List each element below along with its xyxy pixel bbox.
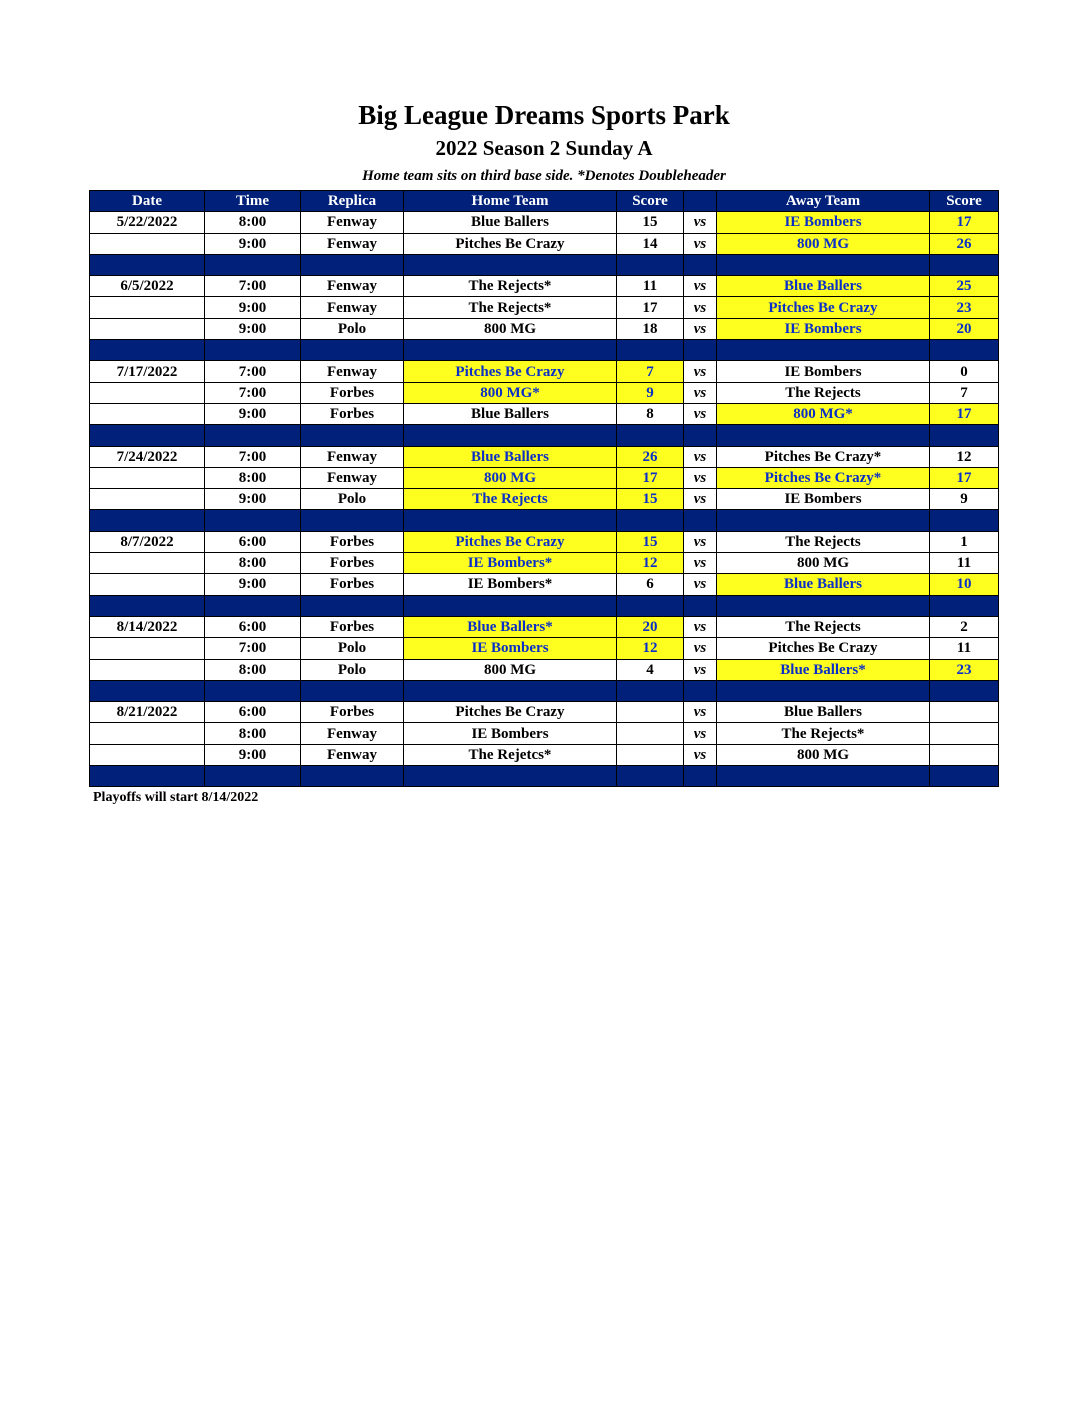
away-score-cell: 7 [930, 382, 999, 403]
replica-cell: Fenway [301, 446, 404, 467]
home-team-cell: IE Bombers [404, 723, 617, 744]
time-cell: 9:00 [205, 489, 301, 510]
home-score-cell [617, 702, 684, 723]
home-score-cell: 15 [617, 212, 684, 233]
replica-cell: Forbes [301, 702, 404, 723]
separator-cell [90, 680, 205, 701]
home-score-cell: 17 [617, 467, 684, 488]
separator-row [90, 510, 999, 531]
vs-cell: vs [684, 574, 717, 595]
time-cell: 6:00 [205, 531, 301, 552]
vs-cell: vs [684, 467, 717, 488]
table-row [90, 744, 999, 765]
date-cell: 8/14/2022 [90, 616, 205, 637]
separator-cell [930, 680, 999, 701]
vs-cell: vs [684, 723, 717, 744]
table-row [90, 638, 999, 659]
home-team-cell: IE Bombers [404, 638, 617, 659]
away-team-cell: Blue Ballers* [717, 659, 930, 680]
separator-cell [90, 510, 205, 531]
away-score-cell: 17 [930, 403, 999, 424]
table-row [90, 318, 999, 339]
date-cell: 7/17/2022 [90, 361, 205, 382]
page-title: Big League Dreams Sports Park [358, 100, 730, 130]
separator-cell [90, 595, 205, 616]
replica-cell: Forbes [301, 403, 404, 424]
time-cell: 8:00 [205, 212, 301, 233]
replica-cell: Fenway [301, 276, 404, 297]
home-team-cell: Pitches Be Crazy [404, 361, 617, 382]
separator-cell [301, 510, 404, 531]
away-team-cell: Blue Ballers [717, 574, 930, 595]
separator-cell [930, 425, 999, 446]
vs-cell: vs [684, 489, 717, 510]
away-score-cell: 11 [930, 638, 999, 659]
date-cell [90, 233, 205, 254]
time-cell: 7:00 [205, 361, 301, 382]
table-row [90, 233, 999, 254]
separator-cell [717, 595, 930, 616]
home-team-cell: The Rejetcs* [404, 744, 617, 765]
home-score-cell [617, 723, 684, 744]
home-score-cell: 12 [617, 553, 684, 574]
home-team-cell: Pitches Be Crazy [404, 233, 617, 254]
separator-cell [930, 340, 999, 361]
column-header-home-team: Home Team [404, 191, 617, 212]
time-cell: 8:00 [205, 553, 301, 574]
home-score-cell: 17 [617, 297, 684, 318]
vs-cell: vs [684, 361, 717, 382]
time-cell: 7:00 [205, 446, 301, 467]
separator-cell [404, 680, 617, 701]
away-score-cell: 26 [930, 233, 999, 254]
home-team-cell: 800 MG [404, 467, 617, 488]
vs-cell: vs [684, 702, 717, 723]
replica-cell: Fenway [301, 744, 404, 765]
separator-cell [617, 254, 684, 275]
separator-cell [205, 510, 301, 531]
away-score-cell: 17 [930, 467, 999, 488]
date-cell: 6/5/2022 [90, 276, 205, 297]
separator-cell [301, 766, 404, 787]
header-row [90, 191, 999, 212]
time-cell: 9:00 [205, 318, 301, 339]
column-header-vs [684, 191, 717, 212]
time-cell: 8:00 [205, 659, 301, 680]
away-team-cell: Blue Ballers [717, 702, 930, 723]
table-row [90, 702, 999, 723]
separator-cell [404, 766, 617, 787]
away-team-cell: IE Bombers [717, 489, 930, 510]
replica-cell: Forbes [301, 382, 404, 403]
separator-cell [301, 680, 404, 701]
vs-cell: vs [684, 553, 717, 574]
away-team-cell: 800 MG [717, 744, 930, 765]
away-score-cell: 10 [930, 574, 999, 595]
time-cell: 7:00 [205, 638, 301, 659]
date-cell: 5/22/2022 [90, 212, 205, 233]
table-row [90, 382, 999, 403]
away-team-cell: Blue Ballers [717, 276, 930, 297]
separator-cell [930, 766, 999, 787]
separator-cell [617, 766, 684, 787]
vs-cell: vs [684, 638, 717, 659]
away-score-cell: 12 [930, 446, 999, 467]
vs-cell: vs [684, 276, 717, 297]
separator-cell [930, 510, 999, 531]
home-team-cell: Blue Ballers [404, 446, 617, 467]
home-score-cell: 11 [617, 276, 684, 297]
separator-cell [684, 510, 717, 531]
column-header-date: Date [90, 191, 205, 212]
time-cell: 7:00 [205, 382, 301, 403]
separator-cell [717, 340, 930, 361]
replica-cell: Fenway [301, 297, 404, 318]
home-score-cell: 18 [617, 318, 684, 339]
replica-cell: Fenway [301, 212, 404, 233]
separator-cell [684, 425, 717, 446]
replica-cell: Forbes [301, 616, 404, 637]
separator-cell [684, 766, 717, 787]
separator-cell [617, 595, 684, 616]
table-row [90, 659, 999, 680]
separator-cell [684, 595, 717, 616]
home-team-cell: The Rejects* [404, 297, 617, 318]
away-score-cell: 2 [930, 616, 999, 637]
separator-row [90, 425, 999, 446]
table-row [90, 361, 999, 382]
date-cell [90, 489, 205, 510]
away-score-cell: 23 [930, 297, 999, 318]
table-row [90, 574, 999, 595]
vs-cell: vs [684, 659, 717, 680]
separator-cell [301, 254, 404, 275]
column-header-replica: Replica [301, 191, 404, 212]
date-cell [90, 297, 205, 318]
replica-cell: Forbes [301, 531, 404, 552]
table-row [90, 489, 999, 510]
separator-cell [617, 340, 684, 361]
separator-cell [301, 595, 404, 616]
date-cell [90, 467, 205, 488]
separator-cell [684, 254, 717, 275]
separator-row [90, 680, 999, 701]
replica-cell: Forbes [301, 553, 404, 574]
vs-cell: vs [684, 233, 717, 254]
away-team-cell: IE Bombers [717, 212, 930, 233]
away-score-cell: 1 [930, 531, 999, 552]
time-cell: 6:00 [205, 702, 301, 723]
replica-cell: Forbes [301, 574, 404, 595]
home-score-cell [617, 744, 684, 765]
separator-cell [717, 510, 930, 531]
replica-cell: Polo [301, 659, 404, 680]
separator-cell [90, 254, 205, 275]
away-score-cell [930, 702, 999, 723]
table-row [90, 212, 999, 233]
separator-cell [404, 595, 617, 616]
separator-row [90, 766, 999, 787]
table-row [90, 553, 999, 574]
away-team-cell: The Rejects* [717, 723, 930, 744]
page-subtitle: 2022 Season 2 Sunday A [435, 136, 653, 160]
home-score-cell: 6 [617, 574, 684, 595]
away-team-cell: The Rejects [717, 616, 930, 637]
away-score-cell: 20 [930, 318, 999, 339]
away-team-cell: The Rejects [717, 382, 930, 403]
separator-cell [617, 425, 684, 446]
away-team-cell: Pitches Be Crazy* [717, 446, 930, 467]
away-team-cell: Pitches Be Crazy [717, 638, 930, 659]
away-score-cell: 11 [930, 553, 999, 574]
separator-row [90, 595, 999, 616]
vs-cell: vs [684, 531, 717, 552]
separator-cell [930, 254, 999, 275]
table-row [90, 467, 999, 488]
separator-row [90, 340, 999, 361]
separator-cell [717, 680, 930, 701]
date-cell: 8/7/2022 [90, 531, 205, 552]
separator-cell [205, 766, 301, 787]
separator-cell [90, 766, 205, 787]
date-cell [90, 659, 205, 680]
away-team-cell: 800 MG [717, 553, 930, 574]
away-team-cell: IE Bombers [717, 361, 930, 382]
table-row [90, 446, 999, 467]
separator-cell [90, 340, 205, 361]
time-cell: 8:00 [205, 723, 301, 744]
table-row [90, 531, 999, 552]
time-cell: 6:00 [205, 616, 301, 637]
home-team-cell: Blue Ballers [404, 212, 617, 233]
home-team-cell: Blue Ballers [404, 403, 617, 424]
date-cell [90, 553, 205, 574]
replica-cell: Polo [301, 318, 404, 339]
replica-cell: Fenway [301, 723, 404, 744]
schedule-table [89, 190, 999, 787]
separator-cell [717, 425, 930, 446]
separator-cell [205, 680, 301, 701]
time-cell: 9:00 [205, 297, 301, 318]
date-cell [90, 574, 205, 595]
time-cell: 7:00 [205, 276, 301, 297]
date-cell [90, 382, 205, 403]
column-header-away-score: Score [930, 191, 999, 212]
vs-cell: vs [684, 318, 717, 339]
date-cell [90, 318, 205, 339]
away-score-cell: 9 [930, 489, 999, 510]
separator-cell [301, 340, 404, 361]
time-cell: 9:00 [205, 574, 301, 595]
date-cell: 8/21/2022 [90, 702, 205, 723]
away-team-cell: Pitches Be Crazy [717, 297, 930, 318]
separator-cell [404, 340, 617, 361]
table-row [90, 616, 999, 637]
replica-cell: Polo [301, 489, 404, 510]
vs-cell: vs [684, 212, 717, 233]
separator-row [90, 254, 999, 275]
away-team-cell: IE Bombers [717, 318, 930, 339]
separator-cell [717, 766, 930, 787]
home-team-cell: 800 MG* [404, 382, 617, 403]
home-team-cell: The Rejects [404, 489, 617, 510]
separator-cell [404, 254, 617, 275]
away-score-cell: 23 [930, 659, 999, 680]
separator-cell [301, 425, 404, 446]
away-team-cell: 800 MG* [717, 403, 930, 424]
header-note: Home team sits on third base side. *Denotes Doubleheader [362, 168, 726, 184]
separator-cell [930, 595, 999, 616]
away-score-cell [930, 744, 999, 765]
time-cell: 9:00 [205, 403, 301, 424]
separator-cell [684, 340, 717, 361]
vs-cell: vs [684, 744, 717, 765]
separator-cell [205, 340, 301, 361]
date-cell [90, 638, 205, 659]
home-team-cell: 800 MG [404, 318, 617, 339]
separator-cell [205, 254, 301, 275]
home-score-cell: 15 [617, 531, 684, 552]
home-team-cell: 800 MG [404, 659, 617, 680]
table-row [90, 723, 999, 744]
away-team-cell: 800 MG [717, 233, 930, 254]
home-team-cell: IE Bombers* [404, 574, 617, 595]
schedule-body [90, 212, 999, 787]
home-score-cell: 14 [617, 233, 684, 254]
home-team-cell: IE Bombers* [404, 553, 617, 574]
home-team-cell: Pitches Be Crazy [404, 702, 617, 723]
separator-cell [404, 510, 617, 531]
away-score-cell: 25 [930, 276, 999, 297]
column-header-away-team: Away Team [717, 191, 930, 212]
home-score-cell: 4 [617, 659, 684, 680]
separator-cell [205, 425, 301, 446]
home-score-cell: 9 [617, 382, 684, 403]
home-score-cell: 15 [617, 489, 684, 510]
home-team-cell: Pitches Be Crazy [404, 531, 617, 552]
vs-cell: vs [684, 446, 717, 467]
away-team-cell: The Rejects [717, 531, 930, 552]
home-score-cell: 26 [617, 446, 684, 467]
vs-cell: vs [684, 297, 717, 318]
home-team-cell: Blue Ballers* [404, 616, 617, 637]
time-cell: 8:00 [205, 467, 301, 488]
separator-cell [404, 425, 617, 446]
separator-cell [684, 680, 717, 701]
replica-cell: Fenway [301, 361, 404, 382]
vs-cell: vs [684, 403, 717, 424]
replica-cell: Fenway [301, 467, 404, 488]
table-row [90, 403, 999, 424]
date-cell [90, 723, 205, 744]
time-cell: 9:00 [205, 744, 301, 765]
separator-cell [717, 254, 930, 275]
table-row [90, 297, 999, 318]
date-cell [90, 744, 205, 765]
separator-cell [617, 510, 684, 531]
separator-cell [205, 595, 301, 616]
home-score-cell: 20 [617, 616, 684, 637]
date-cell [90, 403, 205, 424]
away-score-cell: 0 [930, 361, 999, 382]
table-row [90, 276, 999, 297]
column-header-home-score: Score [617, 191, 684, 212]
separator-cell [90, 425, 205, 446]
playoffs-note: Playoffs will start 8/14/2022 [93, 790, 259, 805]
date-cell: 7/24/2022 [90, 446, 205, 467]
replica-cell: Fenway [301, 233, 404, 254]
home-team-cell: The Rejects* [404, 276, 617, 297]
away-score-cell [930, 723, 999, 744]
separator-cell [617, 680, 684, 701]
time-cell: 9:00 [205, 233, 301, 254]
replica-cell: Polo [301, 638, 404, 659]
away-score-cell: 17 [930, 212, 999, 233]
home-score-cell: 8 [617, 403, 684, 424]
away-team-cell: Pitches Be Crazy* [717, 467, 930, 488]
vs-cell: vs [684, 382, 717, 403]
home-score-cell: 7 [617, 361, 684, 382]
vs-cell: vs [684, 616, 717, 637]
home-score-cell: 12 [617, 638, 684, 659]
column-header-time: Time [205, 191, 301, 212]
